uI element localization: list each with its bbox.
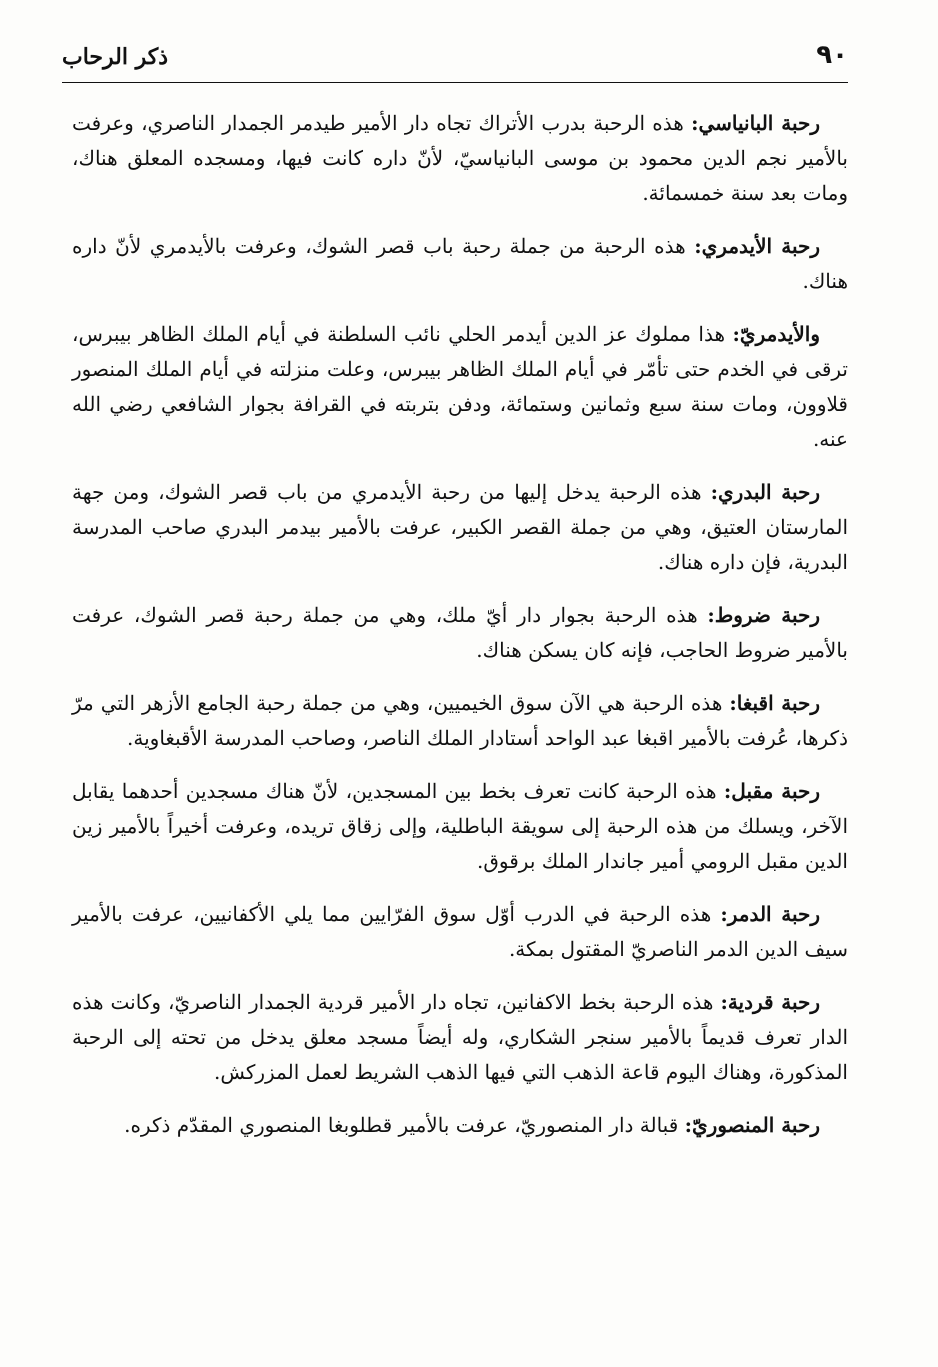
entry-title: رحبة ضروط: [707, 603, 820, 627]
entry-title: رحبة الدمر: [720, 902, 821, 926]
entry-text: هذه الرحبة يدخل إليها من رحبة الأيدمري من باب قصر الشوك، ومن جهة المارستان العتيق، وهي من جملة القصر الكبير، عرفت بالأمير بيدمر البدري صاحب المدرسة البدرية، فإن داره هناك. [72, 480, 848, 574]
entry-paragraph [72, 475, 848, 580]
entry-paragraph [72, 317, 848, 457]
entry-title: رحبة البدري: [710, 480, 821, 504]
entry-text: هذه الرحبة بدرب الأتراك تجاه دار الأمير طيدمر الجمدار الناصري، وعرفت بالأمير نجم الدين محمود بن موسى البانياسيّ، لأنّ داره كانت فيها، ومسجده المعلق هناك، ومات بعد سنة خمسمائة. [72, 111, 848, 205]
entry-text: قبالة دار المنصوريّ، عرفت بالأمير قطلوبغا المنصوري المقدّم ذكره. [124, 1113, 679, 1137]
entry-title: رحبة اقبغا: [729, 691, 820, 715]
entry-title: رحبة مقبل: [723, 779, 821, 803]
entry-text: هذه الرحبة كانت تعرف بخط بين المسجدين، لأنّ هناك مسجدين أحدهما يقابل الآخر، ويسلك من هذه الرحبة إلى سويقة الباطلية، وإلى زقاق تريده، وعرفت أخيراً بالأمير زين الدين مقبل الرومي أمير جاندار الملك برقوق. [72, 779, 848, 873]
entry-title: رحبة قردية: [720, 990, 821, 1014]
entry-title: رحبة البانياسي: [691, 111, 820, 135]
header-divider [62, 82, 848, 83]
entry-paragraph [72, 229, 848, 299]
entry-text: هذه الرحبة من جملة رحبة باب قصر الشوك، وعرفت بالأيدمري لأنّ داره هناك. [72, 234, 848, 293]
entry-paragraph [72, 985, 848, 1090]
entry-text: هذه الرحبة بخط الاكفانين، تجاه دار الأمير قردية الجمدار الناصريّ، وكانت هذه الدار تعرف قديماً بالأمير سنجر الشكاري، وله أيضاً مسجد معلق يدخل من تحته إلى الرحبة المذكورة، وهناك اليوم قاعة الذهب التي فيها الذهب الشريط لعمل المزركش. [72, 990, 848, 1084]
running-header [62, 38, 848, 82]
entry-paragraph [72, 774, 848, 879]
entry-paragraph [72, 106, 848, 211]
entry-text: هذه الرحبة هي الآن سوق الخيميين، وهي من جملة رحبة الجامع الأزهر التي مرّ ذكرها، عُرفت بالأمير اقبغا عبد الواحد أستادار الملك الناصر، وصاحب المدرسة الأقبغاوية. [72, 691, 848, 750]
entry-title: والأيدمريّ: [732, 322, 821, 346]
section-title: ذكر الرحاب [62, 44, 169, 70]
entry-paragraph [72, 897, 848, 967]
entry-text: هذا مملوك عز الدين أيدمر الحلي نائب السلطنة في أيام الملك الظاهر بيبرس، ترقى في الخدم حتى تأمّر في أيام الملك الظاهر بيبرس، وعلت منزلته في أيام الملك المنصور قلاوون، ومات سنة سبع وثمانين وستمائة، ودفن بتربته في القرافة بجوار الشافعي رضي الله عنه. [72, 322, 848, 451]
entry-paragraph [72, 1108, 848, 1143]
entry-text: هذه الرحبة بجوار دار أيّ ملك، وهي من جملة رحبة قصر الشوك، عرفت بالأمير ضروط الحاجب، فإنه كان يسكن هناك. [72, 603, 848, 662]
entry-title: رحبة الأيدمري: [694, 234, 821, 258]
page-body [72, 106, 848, 1161]
entry-text: هذه الرحبة في الدرب أوّل سوق الفرّايين مما يلي الأكفانيين، عرفت بالأمير سيف الدين الدمر الناصريّ المقتول بمكة. [72, 902, 848, 961]
entry-paragraph [72, 598, 848, 668]
entry-title: رحبة المنصوريّ: [684, 1113, 820, 1137]
page-number: ٩٠ [816, 40, 848, 70]
entry-paragraph [72, 686, 848, 756]
